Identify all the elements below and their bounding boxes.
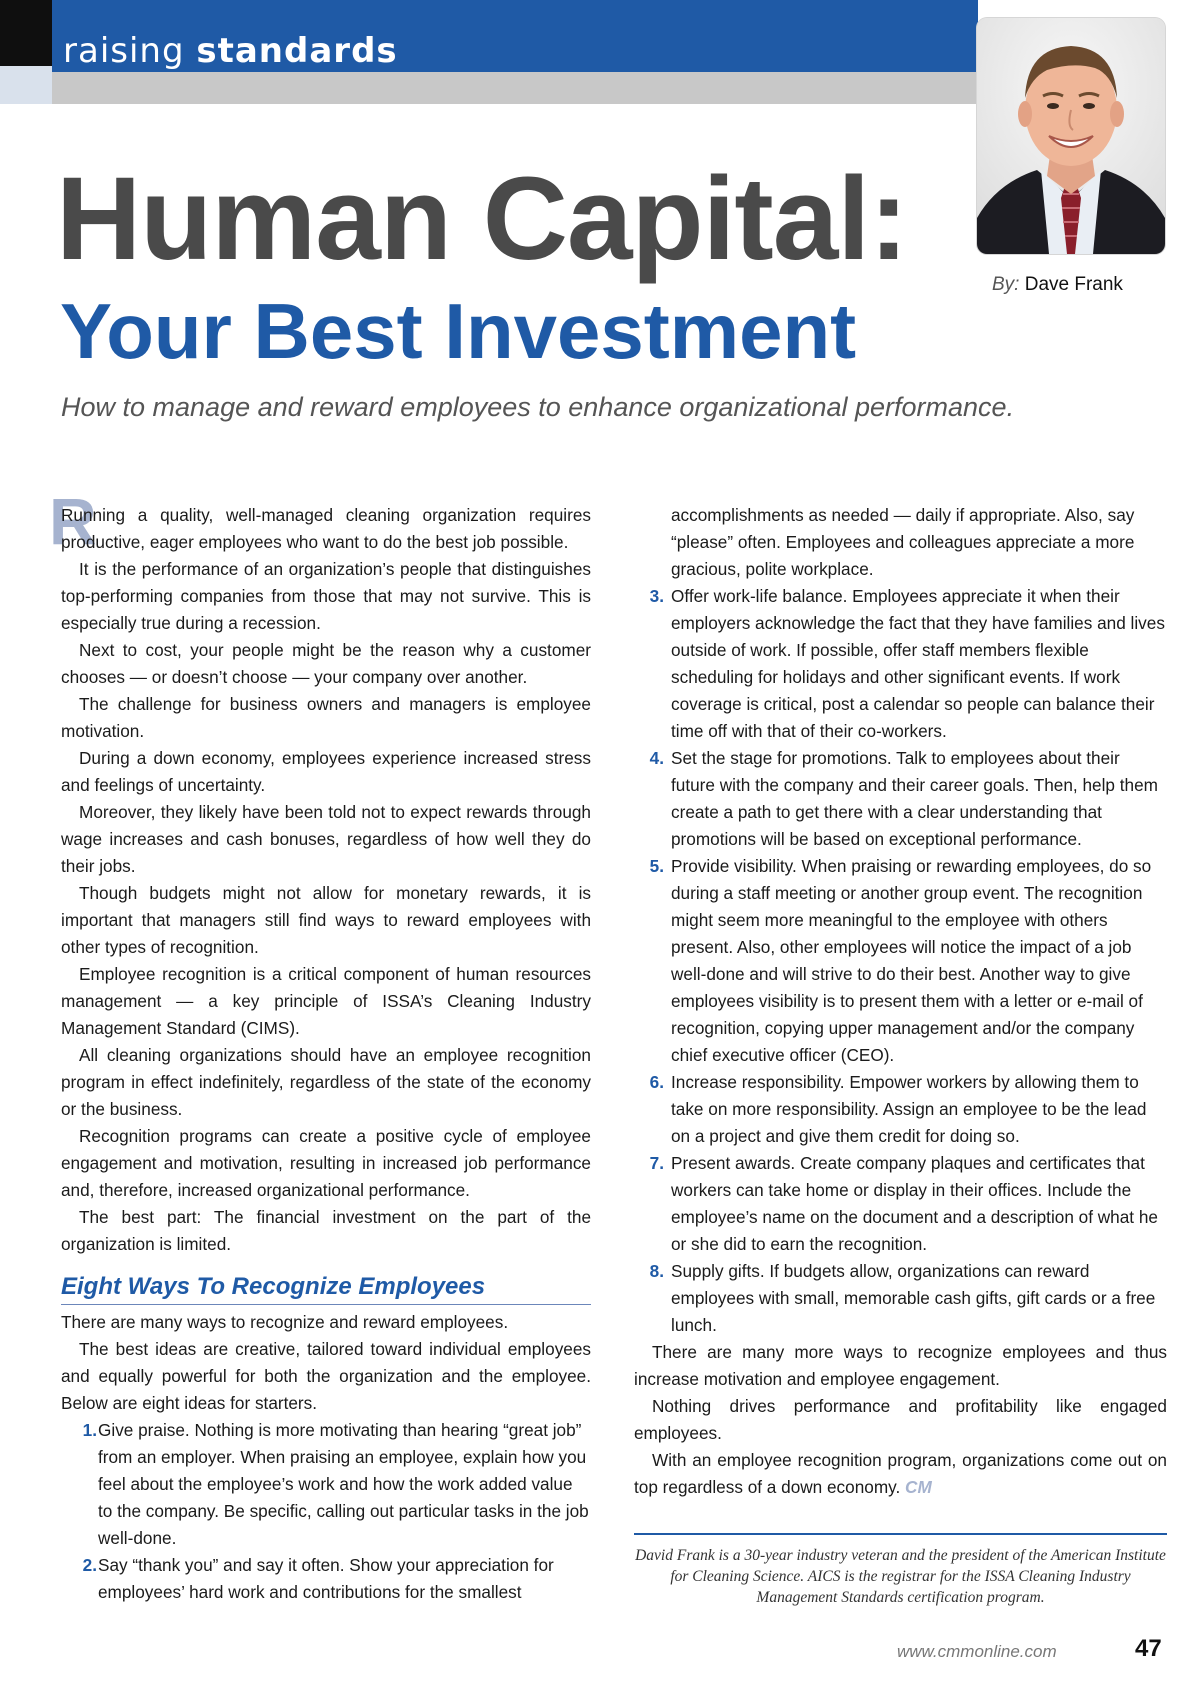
section-label-light: raising [63,31,185,71]
section-label [63,31,398,71]
header-gray-band [52,72,978,104]
list-item [61,1552,591,1606]
list-item [634,853,1167,1069]
list-number: 8. [649,1261,664,1281]
byline-author: Dave Frank [1024,274,1123,295]
list-number: 6. [649,1072,664,1092]
paragraph: Though budgets might not allow for monetary rewards, it is important that managers still find ways to reward employees with other types of recognition. [61,883,591,957]
list-item [634,1069,1167,1150]
right-column [634,502,1167,1501]
list-text: Provide visibility. When praising or rewarding employees, do so during a staff meeting or another group event. The recognition might seem more meaningful to the employee with others present. Also, other employees will notice the impact of a job well-done and will strive to do their best. Another way to give employees visibility is to present them with a letter or e-mail of recognition, copying upper management and/or the company chief executive officer (CEO). [671,856,1152,1065]
list-item [634,1150,1167,1258]
page-number: 47 [1135,1635,1162,1662]
paragraph: The best part: The financial investment on the part of the organization is limited. [61,1207,591,1254]
list-number: 4. [649,748,664,768]
end-mark: CM [905,1477,932,1497]
paragraph: It is the performance of an organization’s people that distinguishes top-performing companies from those that may not survive. This is especially true during a recession. [61,559,591,633]
paragraph-text: With an employee recognition program, organizations come out on top regardless of a down economy. [634,1450,1167,1497]
paragraph: The challenge for business owners and managers is employee motivation. [61,694,591,741]
list-number: 1. [82,1420,97,1440]
list-text: Present awards. Create company plaques and certificates that workers can take home or display in their offices. Include the employee’s name on the document and a description of what he or she did to earn the recognition. [671,1153,1158,1254]
paragraph: The best ideas are creative, tailored toward individual employees and equally powerful for both the organization and the employee. Below are eight ideas for starters. [61,1339,591,1413]
recognition-list-continued [634,502,1167,1339]
recognition-list [61,1417,591,1606]
paragraph: Moreover, they likely have been told not to expect rewards through wage increases and cash bonuses, regardless of how well they do their jobs. [61,802,591,876]
paragraph: Recognition programs can create a positive cycle of employee engagement and motivation, resulting in increased job performance and, therefore, increased organizational performance. [61,1126,591,1200]
closing-paragraph [634,1447,1167,1501]
section-label-bold: standards [196,31,398,71]
list-text: Offer work-life balance. Employees appreciate it when their employers acknowledge the fact that they have families and lives outside of work. If possible, offer staff members flexible scheduling for holidays and other significant events. If work coverage is critical, post a calendar so people can balance their time off with that of their co-workers. [671,586,1165,741]
list-number: 5. [649,856,664,876]
list-item [634,583,1167,745]
paragraph: Employee recognition is a critical component of human resources management — a key principle of ISSA’s Cleaning Industry Management Standard (CIMS). [61,964,591,1038]
headline-line-1: Human Capital: [56,153,908,285]
headline-line-2: Your Best Investment [60,287,857,375]
author-photo [977,18,1165,254]
byline-prefix: By: [992,274,1020,295]
list-text: Say “thank you” and say it often. Show your appreciation for employees’ hard work and contributions for the smallest [98,1555,554,1602]
byline [992,274,1123,296]
author-bio: David Frank is a 30-year industry veteran and the president of the American Institute for Cleaning Science. AICS is the registrar for the ISSA Cleaning Industry Management Standards certification program. [635,1547,1166,1606]
section-subhead: Eight Ways To Recognize Employees [61,1272,591,1305]
list-number: 2. [82,1555,97,1575]
bio-divider [634,1533,1167,1535]
list-number: 3. [649,586,664,606]
list-item-continuation [634,502,1167,583]
footer-url: www.cmmonline.com [897,1642,1057,1661]
left-column [49,484,591,1606]
list-number: 7. [649,1153,664,1173]
paragraph: Next to cost, your people might be the reason why a customer chooses — or doesn’t choose — your company over another. [61,640,591,687]
list-text: accomplishments as needed — daily if appropriate. Also, say “please” often. Employees and colleagues appreciate a more gracious, polite workplace. [671,505,1135,579]
drop-cap: R [49,484,97,558]
article-subtitle: How to manage and reward employees to enhance organizational performance. [61,392,1015,422]
paragraph: There are many ways to recognize and reward employees. [61,1312,509,1332]
paragraph: Nothing drives performance and profitability like engaged employees. [634,1396,1167,1443]
list-item [634,1258,1167,1339]
header-light-block [0,66,52,104]
paragraph: During a down economy, employees experience increased stress and feelings of uncertainty. [61,748,591,795]
intro-paragraph [49,484,591,558]
list-item [61,1417,591,1552]
list-text: Supply gifts. If budgets allow, organizations can reward employees with small, memorable cash gifts, gift cards or a free lunch. [671,1261,1156,1335]
header-black-block [0,0,52,66]
list-text: Give praise. Nothing is more motivating than hearing “great job” from an employer. When praising an employee, explain how you feel about the employee’s work and how the work added value to the company. Be specific, calling out particular tasks in the job well-done. [98,1420,589,1548]
paragraph-text: Running a quality, well-managed cleaning organization requires productive, eager employees who want to do the best job possible. [61,505,591,552]
list-item [634,745,1167,853]
list-text: Increase responsibility. Empower workers by allowing them to take on more responsibility. Assign an employee to be the lead on a project and give them credit for doing so. [671,1072,1147,1146]
paragraph: All cleaning organizations should have an employee recognition program in effect indefinitely, regardless of the state of the economy or the business. [61,1045,591,1119]
paragraph: There are many more ways to recognize employees and thus increase motivation and employee engagement. [634,1342,1167,1389]
list-text: Set the stage for promotions. Talk to employees about their future with the company and their career goals. Then, help them create a path to get there with a clear understanding that promotions will be based on exceptional performance. [671,748,1158,849]
